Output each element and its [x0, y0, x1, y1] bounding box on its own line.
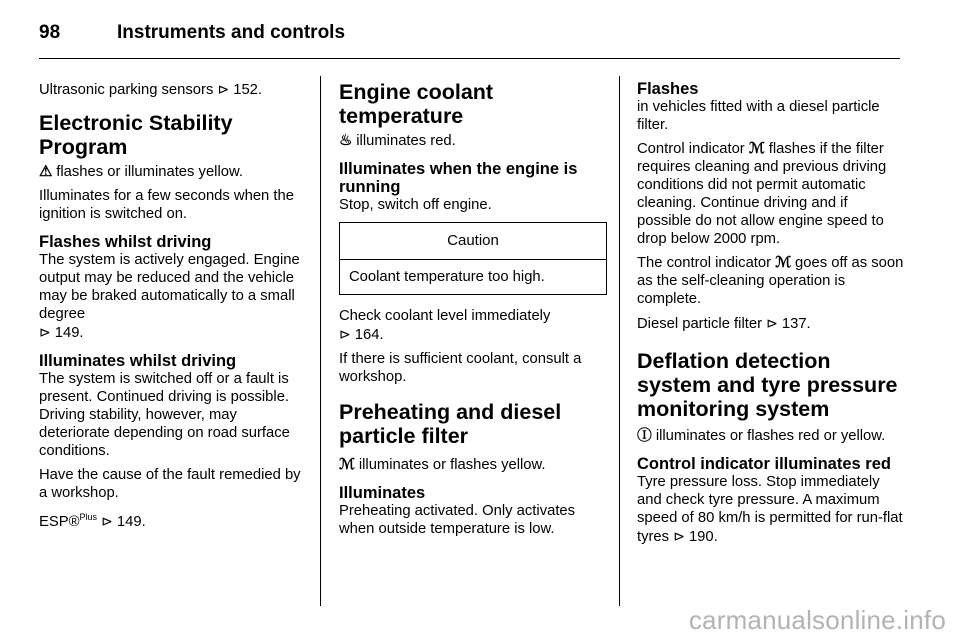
- page-header: [39, 18, 345, 48]
- section-title: Instruments and controls: [117, 22, 346, 43]
- diesel-particle-filter-reference: Diesel particle filter ⊳ 137.: [637, 315, 811, 332]
- illuminates-text: Preheating activated. Only activates when outside temperature is low.: [339, 503, 576, 537]
- sufficient-coolant-text: If there is sufficient coolant, consult a workshop.: [339, 351, 582, 385]
- coolant-status-line: ♨ illuminates red.: [339, 133, 456, 149]
- reference-arrow-icon: ⊳: [217, 81, 230, 97]
- control-indicator-off-text: The control indicator ℳ goes off as soon as the self-cleaning operation is complete.: [637, 255, 904, 307]
- watermark: carmanualsonline.info: [688, 605, 946, 635]
- esp-ignition-text: Illuminates for a few seconds when the ignition is switched on.: [39, 188, 294, 222]
- flashes-text: in vehicles fitted with a diesel particle filter.: [637, 99, 880, 133]
- column-right: [637, 80, 905, 552]
- column-divider: [619, 76, 620, 606]
- flashes-whilst-driving-heading: Flashes whilst driving: [39, 233, 212, 251]
- illuminates-whilst-driving-heading: Illuminates whilst driving: [39, 352, 237, 370]
- reference-arrow-icon: ⊳: [39, 324, 51, 340]
- preheat-coil-icon: ℳ: [775, 255, 792, 271]
- parking-sensors-reference: Ultrasonic parking sensors ⊳ 152.: [39, 81, 263, 98]
- column-middle: [339, 80, 607, 544]
- reference-arrow-icon: ⊳: [766, 315, 778, 331]
- caution-title: Caution: [340, 223, 606, 260]
- caution-text: Coolant temperature too high.: [349, 269, 545, 285]
- column-left: [39, 80, 307, 537]
- illuminates-heading: Illuminates: [339, 484, 426, 502]
- deflation-status-line: Ⓘ illuminates or flashes red or yellow.: [637, 428, 886, 444]
- page-number: 98: [39, 22, 61, 43]
- esp-plus-reference: ESP®$^{Plus}$ ⊳ 149.: [39, 512, 146, 530]
- control-indicator-flashes-text: Control indicator ℳ flashes if the filter requires cleaning and previous driving conditions did not permit automatic cleaning. Continue driving and if possible do not allow engine speed to drop below 2000 rpm.: [637, 141, 887, 247]
- header-rule: [39, 58, 900, 59]
- deflation-heading: Deflation detection system and tyre pressure monitoring system: [637, 349, 898, 421]
- coolant-temperature-icon: ♨: [339, 133, 353, 149]
- esp-heading: Electronic Stability Program: [39, 111, 233, 159]
- tyre-pressure-icon: Ⓘ: [637, 428, 652, 444]
- esp-warning-icon: ⚠: [39, 164, 53, 180]
- engine-running-heading: Illuminates when the engine is running: [339, 160, 578, 196]
- reference-arrow-icon: ⊳: [673, 528, 685, 544]
- flashes-whilst-driving-text: The system is actively engaged. Engine output may be reduced and the vehicle may be braked automatically to a small degree ⊳ 149.: [39, 252, 300, 341]
- illuminates-whilst-driving-text: The system is switched off or a fault is present. Continued driving is possible. Driving stability, however, may deteriorate depending on road surface conditions.: [39, 371, 290, 459]
- engine-running-text: Stop, switch off engine.: [339, 197, 492, 213]
- preheat-coil-icon: ℳ: [748, 141, 765, 157]
- control-indicator-red-heading: Control indicator illuminates red: [637, 455, 891, 473]
- flashes-heading: Flashes: [637, 80, 699, 98]
- control-indicator-red-text: Tyre pressure loss. Stop immediately and check tyre pressure. A maximum speed of 80 km/h is permitted for run-flat tyres ⊳ 190.: [637, 474, 903, 545]
- check-coolant-text: Check coolant level immediately ⊳ 164.: [339, 308, 551, 343]
- reference-arrow-icon: ⊳: [339, 326, 351, 342]
- esp-status-line: ⚠ flashes or illuminates yellow.: [39, 164, 243, 180]
- preheating-status-line: ℳ illuminates or flashes yellow.: [339, 457, 546, 473]
- preheat-coil-icon: ℳ: [339, 457, 355, 473]
- caution-box: [339, 222, 607, 295]
- preheating-heading: Preheating and diesel particle filter: [339, 400, 562, 448]
- workshop-remedy-text: Have the cause of the fault remedied by a workshop.: [39, 467, 301, 501]
- coolant-heading: Engine coolant temperature: [339, 80, 494, 128]
- column-divider: [320, 76, 321, 606]
- reference-arrow-icon: ⊳: [101, 512, 113, 529]
